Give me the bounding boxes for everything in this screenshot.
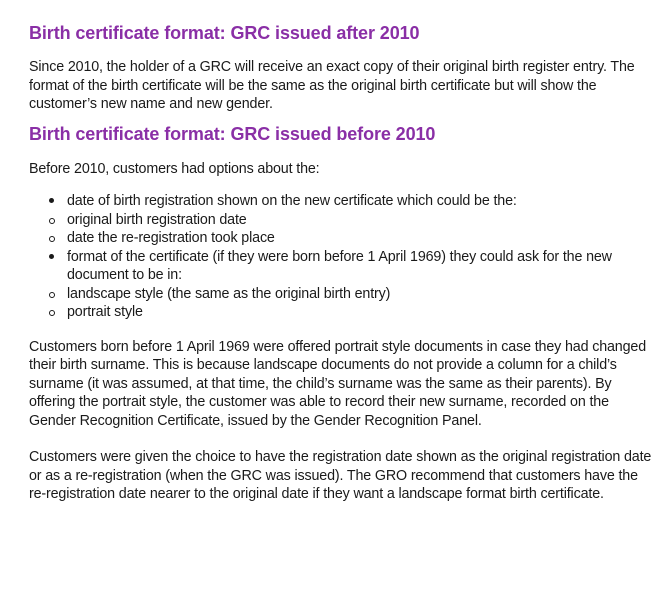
sub-list-item [67,229,652,248]
sub-list-item-text: portrait style [67,304,143,320]
after-2010-paragraph: Since 2010, the holder of a GRC will receive an exact copy of their original birth register entry. The format of the birth certificate will be the same as the original birth certificate but will show the customer’s new name and new gender. [29,59,635,112]
section-heading-before-2010: Birth certificate format: GRC issued before 2010 [29,123,436,144]
hollow-bullet-icon [49,218,55,224]
bullet-icon [49,198,54,203]
sub-list-item [67,303,652,322]
sub-list-item-text: landscape style (the same as the original birth entry) [67,285,391,302]
hollow-bullet-icon [49,292,55,298]
hollow-bullet-icon [49,310,55,316]
list-item-text: format of the certificate (if they were born before 1 April 1969) they could ask for the new document to be in: [67,248,612,283]
sub-list-item [67,211,652,230]
list-item [67,192,652,248]
sub-list-item-text: original birth registration date [67,211,247,228]
hollow-bullet-icon [49,236,55,242]
sub-list [47,285,652,322]
options-list [29,192,652,322]
before-2010-intro: Before 2010, customers had options about the: [29,160,320,177]
section-heading-after-2010: Birth certificate format: GRC issued after 2010 [29,23,420,43]
portrait-style-paragraph: Customers born before 1 April 1969 were offered portrait style documents in case they had changed their birth surname. This is because landscape documents do not provide a column for a child’s surname (it was assumed, at that time, the child’s surname was the same as their parents). By offering the portrait style, the customer was able to record their new surname, recorded on the Gender Recognition Certificate, issued by the Gender Recognition Panel. [29,338,646,429]
list-item-text: date of birth registration shown on the new certificate which could be the: [67,193,517,209]
sub-list-item [67,285,652,304]
list-item [67,248,652,322]
bullet-icon [49,254,54,259]
registration-date-paragraph: Customers were given the choice to have the registration date shown as the original registration date or as a re-registration (when the GRC was issued). The GRO recommend that customers have the re-registration date nearer to the original date if they want a landscape format birth certificate. [29,449,652,502]
sub-list-item-text: date the re-registration took place [67,230,275,246]
sub-list [47,211,652,248]
